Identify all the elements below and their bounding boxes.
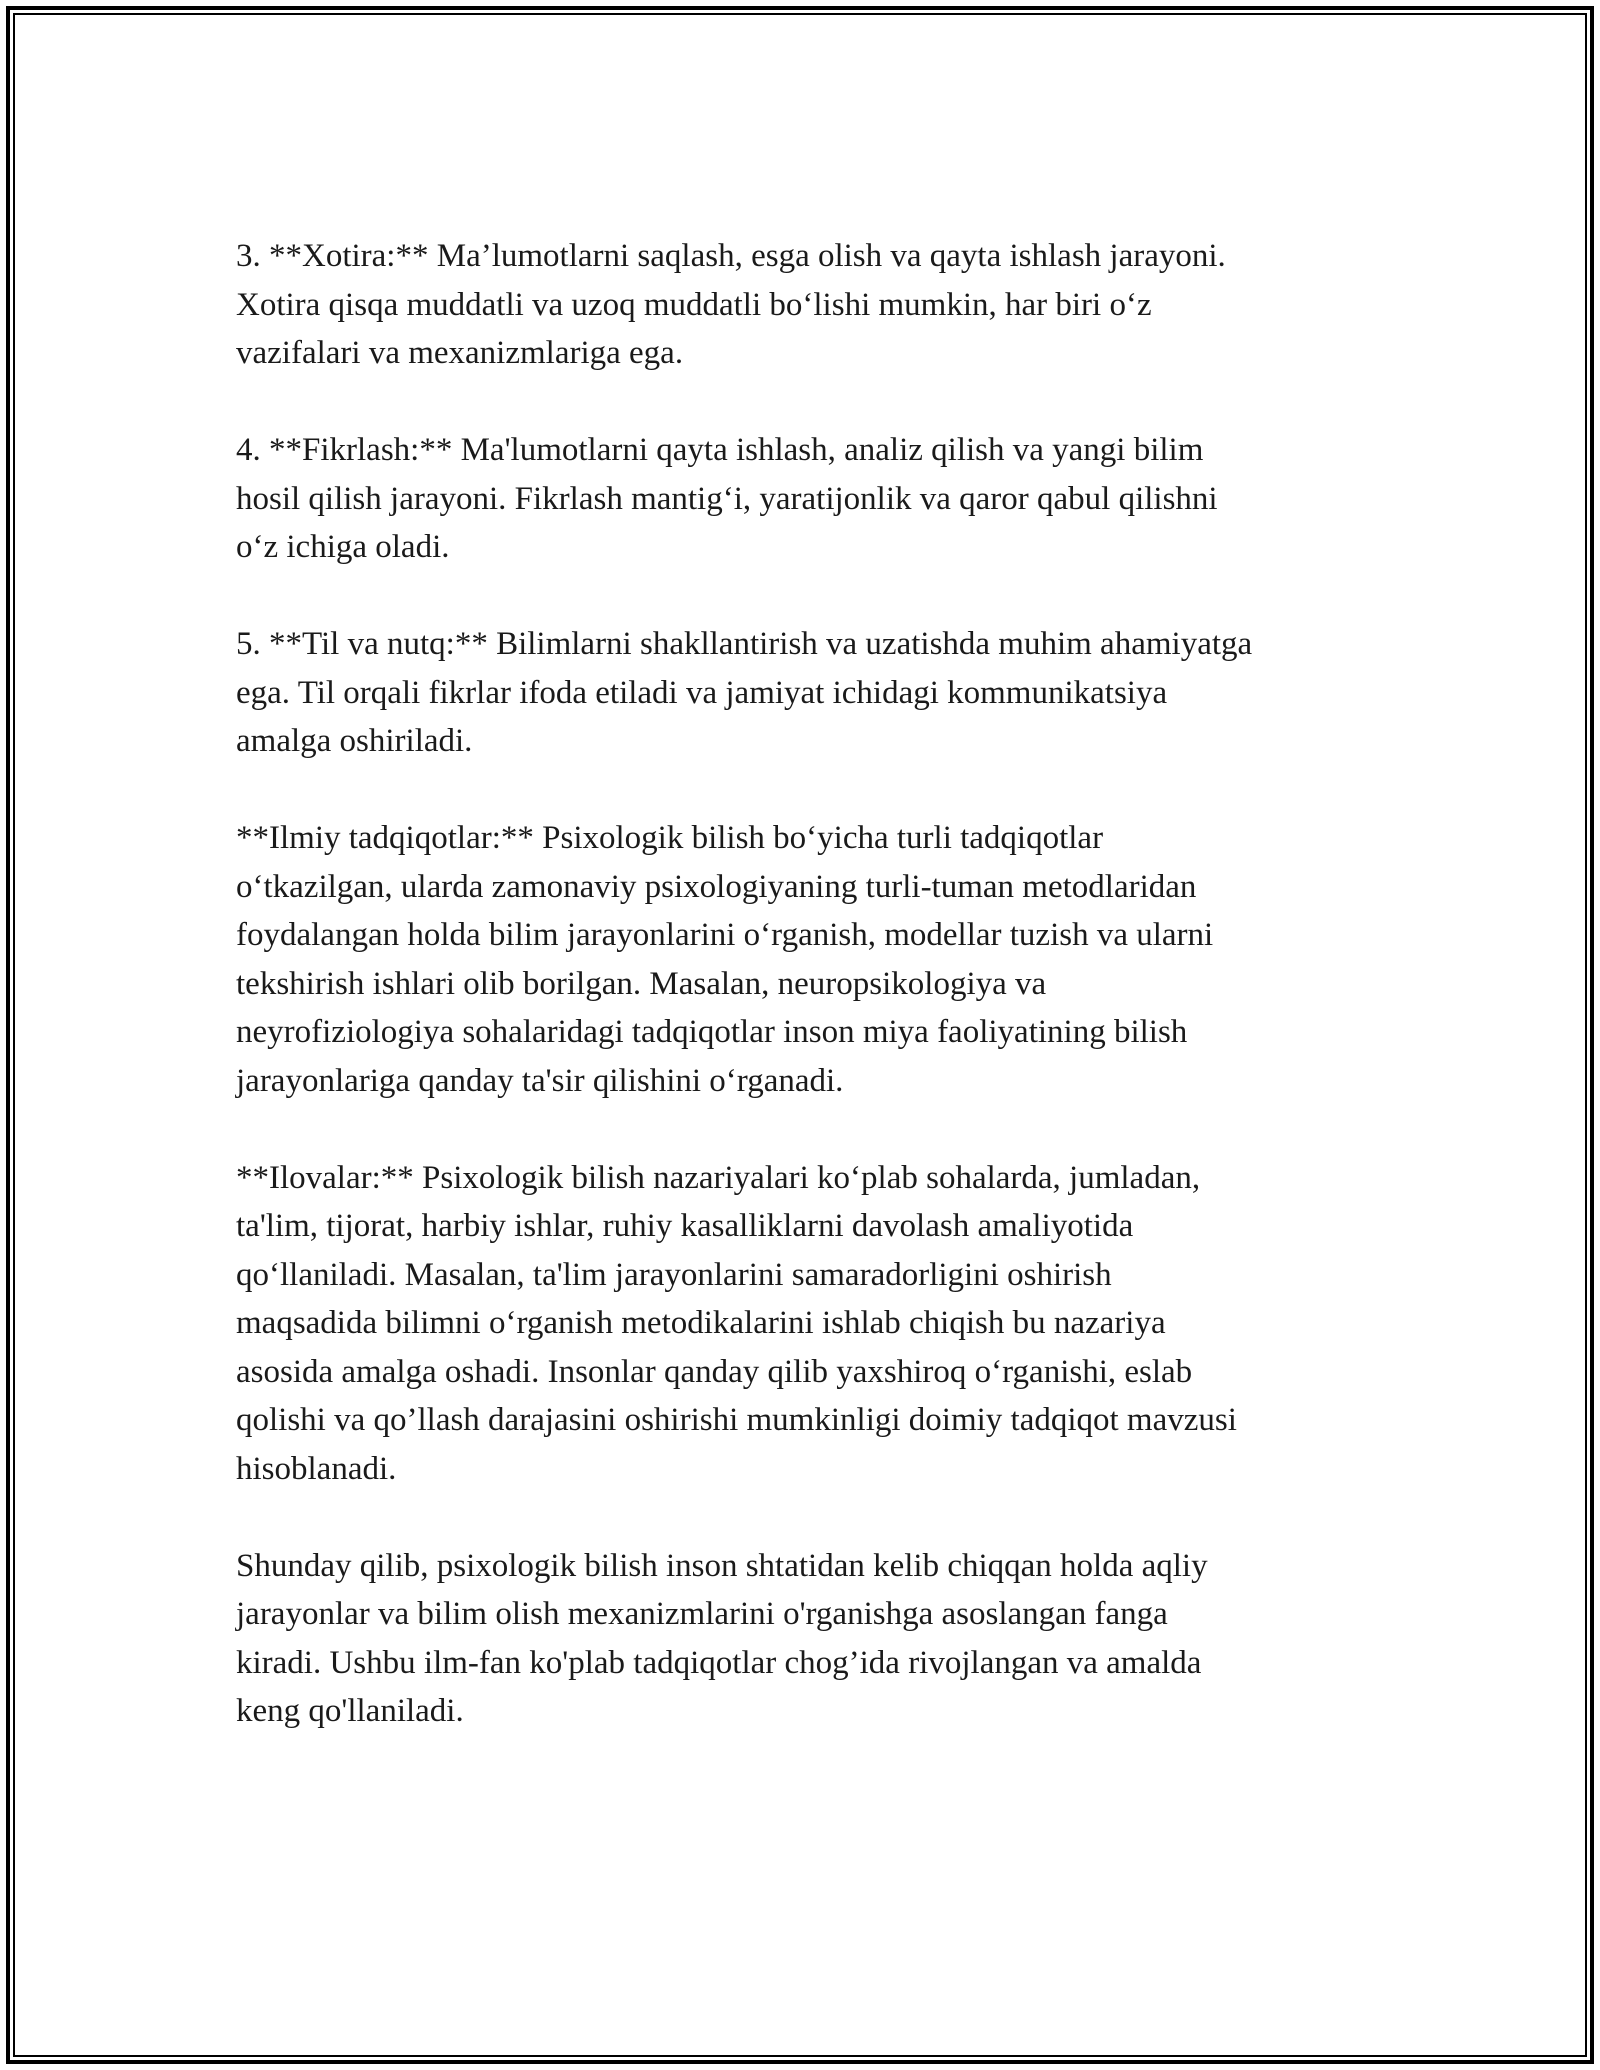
text-line: **Ilmiy tadqiqotlar:** Psixologik bilish bo‘yicha turli tadqiqotlar bbox=[236, 820, 1104, 856]
paragraph-conclusion bbox=[236, 1542, 1386, 1736]
text-line: 4. **Fikrlash:** Ma'lumotlarni qayta ishlash, analiz qilish va yangi bilim bbox=[236, 432, 1204, 468]
text-line: ega. Til orqali fikrlar ifoda etiladi va jamiyat ichidagi kommunikatsiya bbox=[236, 674, 1168, 711]
text-line: hisoblanadi. bbox=[236, 1450, 397, 1487]
text-line: 5. **Til va nutq:** Bilimlarni shakllantirish va uzatishda muhim ahamiyatga bbox=[236, 626, 1253, 662]
text-line: o‘z ichiga oladi. bbox=[236, 529, 450, 565]
paragraph-memory bbox=[236, 232, 1386, 378]
text-line: Shunday qilib, psixologik bilish inson shtatidan kelib chiqqan holda aqliy bbox=[236, 1547, 1208, 1584]
document-body bbox=[236, 232, 1386, 1784]
text-line: qo‘llaniladi. Masalan, ta'lim jarayonlarini samaradorligini oshirish bbox=[236, 1256, 1112, 1293]
text-line: kiradi. Ushbu ilm-fan ko'plab tadqiqotlar chog’ida rivojlangan va amalda bbox=[236, 1644, 1202, 1681]
text-line: tekshirish ishlari olib borilgan. Masalan, neuropsikologiya va bbox=[236, 965, 1047, 1002]
text-line: asosida amalga oshadi. Insonlar qanday qilib yaxshiroq o‘rganishi, eslab bbox=[236, 1353, 1193, 1390]
text-line: qolishi va qo’llash darajasini oshirishi mumkinligi doimiy tadqiqot mavzusi bbox=[236, 1402, 1237, 1438]
paragraph-research bbox=[236, 814, 1386, 1105]
text-line: jarayonlariga qanday ta'sir qilishini o‘rganadi. bbox=[236, 1062, 844, 1099]
text-line: maqsadida bilimni o‘rganish metodikalarini ishlab chiqish bu nazariya bbox=[236, 1305, 1166, 1341]
text-line: hosil qilish jarayoni. Fikrlash mantig‘i, yaratijonlik va qaror qabul qilishni bbox=[236, 480, 1218, 517]
text-line: vazifalari va mexanizmlariga ega. bbox=[236, 335, 684, 371]
text-line: keng qo'llaniladi. bbox=[236, 1693, 464, 1729]
text-line: 3. **Xotira:** Ma’lumotlarni saqlash, esga olish va qayta ishlash jarayoni. bbox=[236, 238, 1226, 274]
paragraph-applications bbox=[236, 1154, 1386, 1494]
text-line: Xotira qisqa muddatli va uzoq muddatli bo‘lishi mumkin, har biri o‘z bbox=[236, 286, 1152, 323]
text-line: amalga oshiriladi. bbox=[236, 723, 473, 759]
text-line: o‘tkazilgan, ularda zamonaviy psixologiyaning turli-tuman metodlaridan bbox=[236, 868, 1197, 905]
text-line: foydalangan holda bilim jarayonlarini o‘rganish, modellar tuzish va ularni bbox=[236, 917, 1214, 953]
text-line: neyrofiziologiya sohalaridagi tadqiqotlar inson miya faoliyatining bilish bbox=[236, 1014, 1188, 1050]
text-line: ta'lim, tijorat, harbiy ishlar, ruhiy kasalliklarni davolash amaliyotida bbox=[236, 1208, 1134, 1244]
paragraph-language bbox=[236, 620, 1386, 766]
text-line: **Ilovalar:** Psixologik bilish nazariyalari ko‘plab sohalarda, jumladan, bbox=[236, 1159, 1201, 1196]
paragraph-thinking bbox=[236, 426, 1386, 572]
text-line: jarayonlar va bilim olish mexanizmlarini o'rganishga asoslangan fanga bbox=[236, 1596, 1168, 1632]
